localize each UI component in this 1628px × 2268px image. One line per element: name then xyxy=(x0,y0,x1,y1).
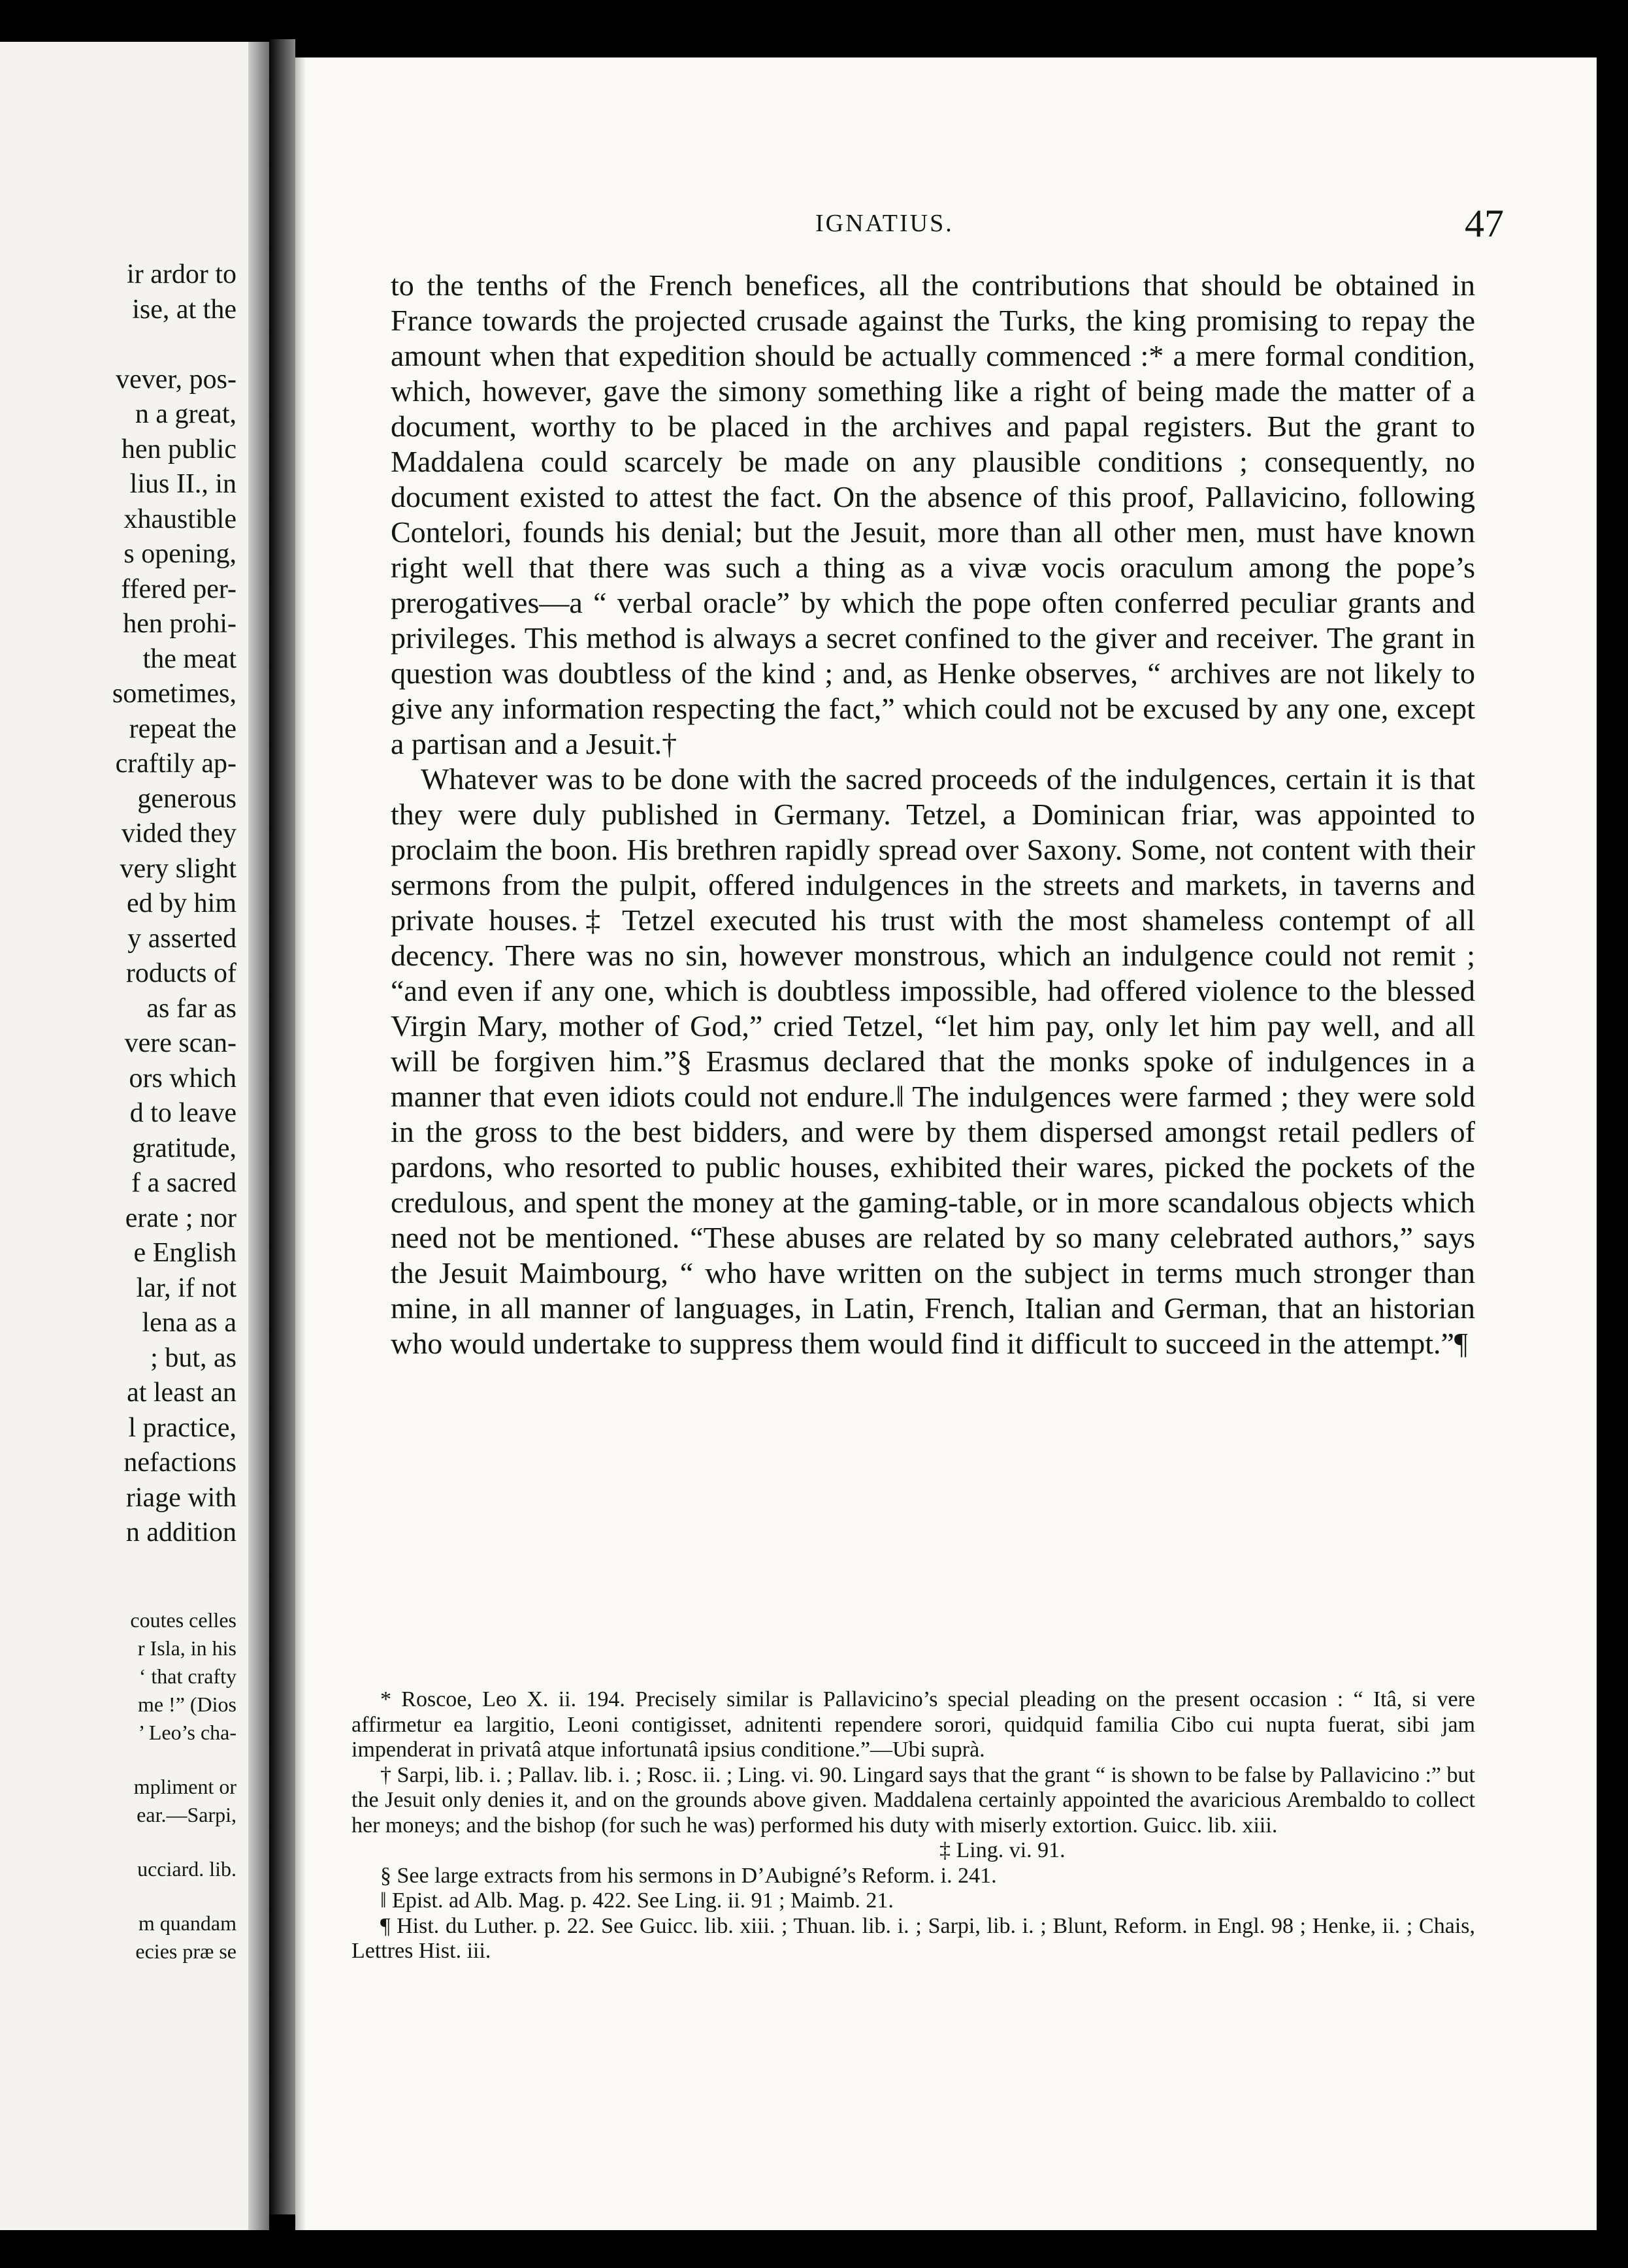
left-page-line: f a sacred xyxy=(131,1168,236,1198)
book-spine xyxy=(269,39,295,2214)
left-page-note-line xyxy=(0,1883,236,1909)
page-header xyxy=(295,202,1504,248)
paragraph: Whatever was to be done with the sacred proceeds of the indulgences, certain it is that they were duly published in Germany. Tetzel, a Dominican friar, was appointed to proclaim the boon. His brethren rapidly spread over Saxony. Some, not content with their sermons from the pulpit, offered indulgences in the streets and markets, in taverns and private houses.‡ Tetzel executed his trust with the most shameless contempt of all decency. There was no sin, however monstrous, which an indulgence could not remit ; “and even if any one, which is doubtless impossible, had offered violence to the blessed Virgin Mary, mother of God,” cried Tetzel, “let him pay, only let him pay well, and all will be forgiven him.”§ Erasmus declared that the monks spoke of indulgences in a manner that even idiots could not endure.‖ The indulgences were farmed ; they were sold in the gross to the best bidders, and were by them dispersed amongst retail pedlers of pardons, who resorted to public houses, exhibited their wares, picked the pockets of the credulous, and spent the money at the gaming-table, or in more scandalous objects which need not be mentioned. “These abuses are related by so many celebrated authors,” says the Jesuit Maimbourg, “ who have written on the subject in terms much stronger than mine, in all manner of languages, in Latin, French, Italian and German, that an historian who would undertake to suppress them would find it difficult to succeed in the attempt.”¶ xyxy=(391,762,1475,1360)
footnote: § See large extracts from his sermons in D’Aubigné’s Reform. i. 241. xyxy=(380,1863,997,1888)
footnotes xyxy=(351,1687,1475,1964)
left-page-notes xyxy=(0,1606,236,1966)
left-page-line: hen prohi- xyxy=(123,609,236,639)
left-page-line: ors which xyxy=(129,1063,236,1094)
left-page-line: d to leave xyxy=(129,1098,236,1128)
left-page-line: ; but, as xyxy=(150,1342,236,1373)
left-page-line: vided they xyxy=(121,818,236,849)
left-page-line: vever, pos- xyxy=(116,364,236,395)
left-page-note-line xyxy=(0,1747,236,1773)
footnote: ¶ Hist. du Luther. p. 22. See Guicc. lib. xiii. ; Thuan. lib. i. ; Sarpi, lib. i. ; Blunt, Reform. in Engl. 98 ; Henke, ii. ; Chais, Lettres Hist. iii. xyxy=(351,1913,1475,1963)
running-head: IGNATIUS. xyxy=(815,210,954,237)
right-page xyxy=(295,57,1597,2230)
left-page-line: ir ardor to xyxy=(127,259,236,289)
left-page-line: at least an xyxy=(127,1378,236,1408)
left-page-line: e English xyxy=(133,1238,236,1268)
left-page-text xyxy=(0,257,236,1551)
left-page-note-line: ear.—Sarpi, xyxy=(137,1803,236,1826)
left-page-note-line: m quandam xyxy=(138,1911,236,1935)
left-page-line: erate ; nor xyxy=(125,1203,236,1233)
left-page-line: lar, if not xyxy=(136,1272,236,1303)
left-page-line: ise, at the xyxy=(132,294,236,325)
left-page-line: nefactions xyxy=(123,1448,236,1478)
left-page-line: very slight xyxy=(120,853,236,884)
left-page-line: s opening, xyxy=(123,539,236,569)
left-page-note-line: ucciard. lib. xyxy=(137,1857,236,1881)
left-page-note-line: coutes celles xyxy=(130,1608,236,1632)
left-page-note-line: r Isla, in his xyxy=(137,1636,236,1660)
left-page-line: hen public xyxy=(121,434,236,464)
left-page-line: roducts of xyxy=(125,958,236,988)
left-page-line: repeat the xyxy=(129,713,236,744)
left-page-note-line: mpliment or xyxy=(133,1775,236,1798)
left-page-line: as far as xyxy=(146,993,236,1024)
left-page-line: generous xyxy=(137,783,236,814)
left-page-line: lius II., in xyxy=(129,469,236,499)
left-page-note-line xyxy=(0,1829,236,1855)
left-page-line: vere scan- xyxy=(124,1028,236,1058)
footnote: † Sarpi, lib. i. ; Pallav. lib. i. ; Rosc. ii. ; Ling. vi. 90. Lingard says that the grant “ is shown to be false by Pallavicino :” but the Jesuit only denies it, and on the grounds above given. Maddalena certainly appointed the avaricious Arembaldo to collect her moneys; and the bishop (for such he was) performed his duty with miserly extortion. Guicc. lib. xiii. xyxy=(351,1762,1475,1838)
left-page-line: gratitude, xyxy=(132,1133,236,1163)
left-page-note-line: ‘ that crafty xyxy=(138,1664,236,1688)
left-page-line: lena as a xyxy=(142,1308,236,1338)
left-page-note-line: ’ Leo’s cha- xyxy=(138,1721,236,1744)
left-page-note-line: ecies præ se xyxy=(135,1939,236,1963)
page-shadow xyxy=(295,57,306,2230)
left-page-gutter xyxy=(248,42,269,2230)
footnote: ‡ Ling. vi. 91. xyxy=(939,1838,1066,1862)
left-page-line: riage with xyxy=(125,1482,236,1513)
left-page-line: l practice, xyxy=(128,1412,236,1443)
left-page-line: craftily ap- xyxy=(115,749,236,779)
left-page-line: xhaustible xyxy=(123,504,236,534)
paragraph: to the tenths of the French benefices, all the contributions that should be obtained in France towards the projected crusade against the Turks, the king promising to repay the amount when that expedition should be actually commenced :* a mere formal condition, which, however, gave the simony something like a right of being made the matter of a document, worthy to be placed in the archives and papal registers. But the grant to Maddalena could scarcely be made on any plausible conditions ; consequently, no document existed to attest the fact. On the absence of this proof, Pallavicino, following Contelori, founds his denial; but the Jesuit, more than all other men, must have known right well that there was such a thing as a vivæ vocis oraculum among the pope’s prerogatives—a “ verbal oracle” by which the pope often conferred peculiar grants and privileges. This method is always a secret confined to the giver and receiver. The grant in question was doubtless of the kind ; and, as Henke observes, “ archives are not likely to give any information respecting the fact,” which could not be excused by any one, except a partisan and a Jesuit.† xyxy=(391,268,1475,760)
left-page-line xyxy=(0,327,236,363)
left-page-line: y asserted xyxy=(127,923,236,954)
left-page-line: n a great, xyxy=(135,399,236,429)
left-page-line: ed by him xyxy=(127,888,236,918)
left-page-line: ffered per- xyxy=(121,574,236,604)
left-page-line: sometimes, xyxy=(112,679,236,709)
body-text xyxy=(391,268,1475,1361)
left-page-fragment xyxy=(0,42,269,2230)
footnote: * Roscoe, Leo X. ii. 194. Precisely similar is Pallavicino’s special pleading on the present occasion : “ Itâ, si vere affirmetur ea largitio, Leoni contigisset, adnitenti rependere sorori, quidquid familia Cibo cui nupta fuerat, sibi jam impenderat in privatâ atque infortunatâ ipsius conditione.”—Ubi suprà. xyxy=(351,1687,1475,1762)
page-number: 47 xyxy=(1465,202,1504,245)
footnote: ‖ Epist. ad Alb. Mag. p. 422. See Ling. ii. 91 ; Maimb. 21. xyxy=(380,1888,894,1913)
left-page-line: the meat xyxy=(142,643,236,674)
left-page-note-line: me !” (Dios xyxy=(137,1693,236,1716)
left-page-line: n addition xyxy=(125,1517,236,1547)
